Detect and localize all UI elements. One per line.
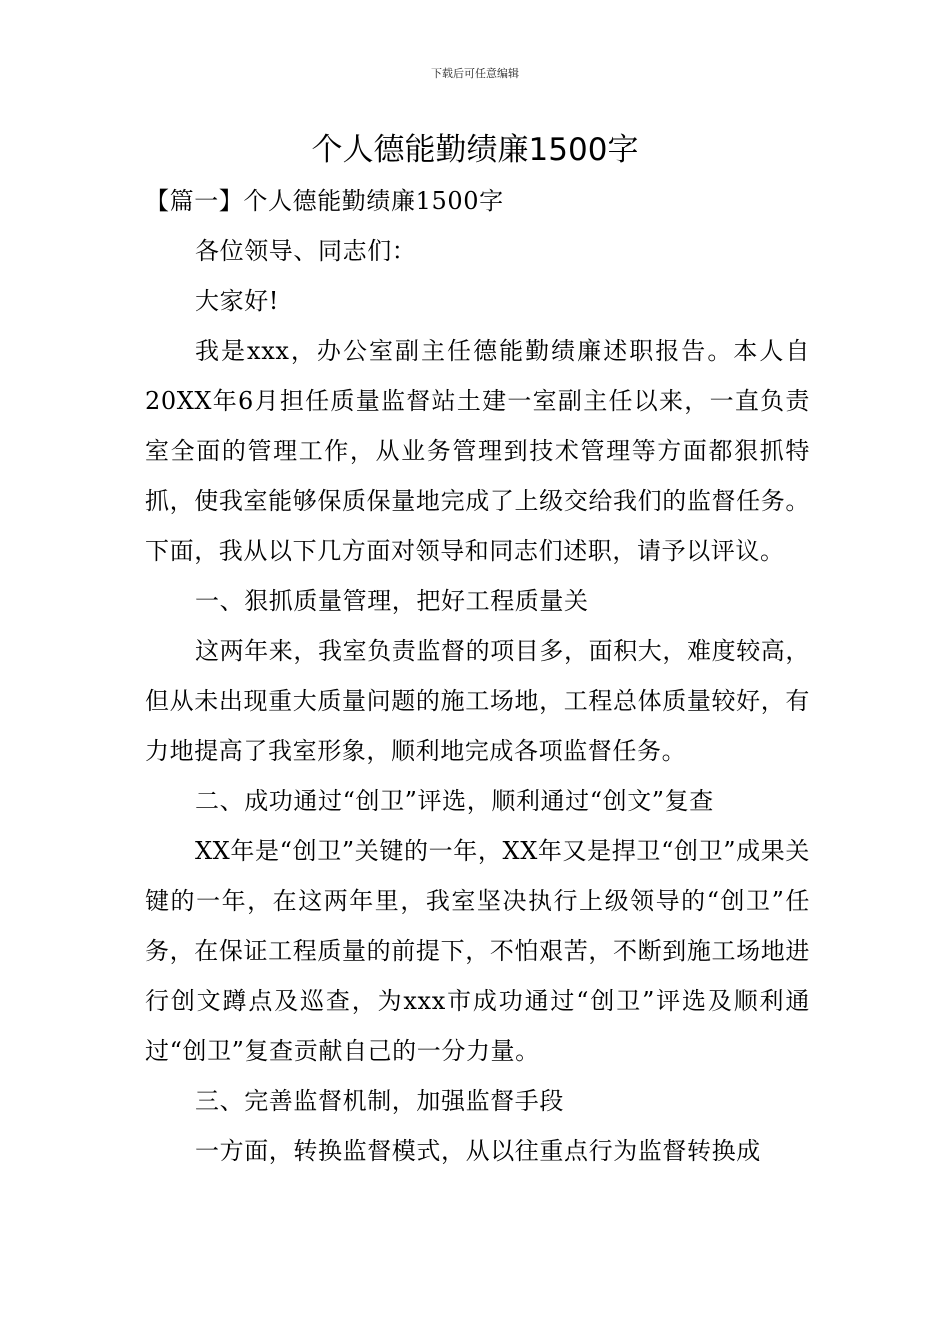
hello-paragraph: 大家好! bbox=[195, 287, 280, 315]
document-body bbox=[145, 176, 810, 1176]
paragraph-3: 一方面，转换监督模式，从以往重点行为监督转换成 bbox=[195, 1137, 761, 1165]
paragraph-1: 这两年来，我室负责监督的项目多，面积大，难度较高，但从未出现重大质量问题的施工场地，工程总体质量较好，有力地提高了我室形象，顺利地完成各项监督任务。 bbox=[145, 637, 810, 765]
subheading-1: 一、狠抓质量管理，把好工程质量关 bbox=[195, 587, 589, 615]
subheading-3: 三、完善监督机制，加强监督手段 bbox=[195, 1087, 564, 1115]
intro-paragraph: 我是xxx，办公室副主任德能勤绩廉述职报告。本人自20XX年6月担任质量监督站土建一室副主任以来，一直负责室全面的管理工作，从业务管理到技术管理等方面都狠抓特抓，使我室能够保质保量地完成了上级交给我们的监督任务。下面，我从以下几方面对领导和同志们述职，请予以评议。 bbox=[145, 337, 810, 565]
section-heading: 【篇一】个人德能勤绩廉1500字 bbox=[145, 187, 504, 215]
document-title: 个人德能勤绩廉1500字 bbox=[311, 132, 639, 168]
greeting-paragraph: 各位领导、同志们： bbox=[195, 237, 417, 265]
paragraph-2: XX年是“创卫”关键的一年，XX年又是捍卫“创卫”成果关键的一年，在这两年里，我室坚决执行上级领导的“创卫”任务，在保证工程质量的前提下，不怕艰苦，不断到施工场地进行创文蹲点及巡查，为xxx市成功通过“创卫”评选及顺利通过“创卫”复查贡献自己的一分力量。 bbox=[145, 837, 810, 1065]
header-note: 下载后可任意编辑 bbox=[431, 67, 519, 80]
subheading-2: 二、成功通过“创卫”评选，顺利通过“创文”复查 bbox=[195, 787, 714, 815]
